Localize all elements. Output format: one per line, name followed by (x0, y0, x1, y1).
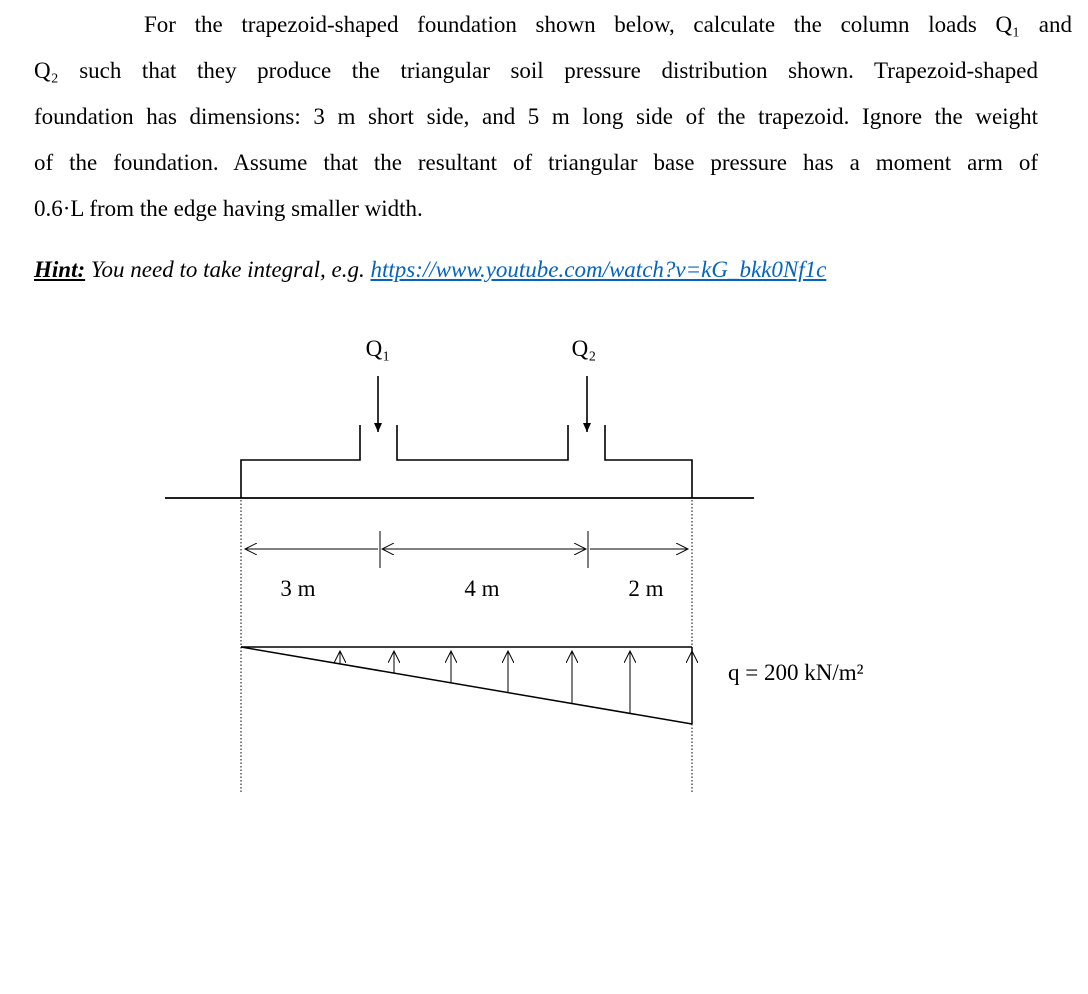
problem-line-1: For the trapezoid-shaped foundation shown below, calculate the column loads Q₁ and (144, 12, 1072, 37)
problem-line-2: Q₂ such that they produce the triangular soil pressure distribution shown. Trapezoid-shaped (34, 58, 1038, 83)
dimension-label-2m: 2 m (628, 576, 664, 601)
foundation-outline (241, 425, 692, 498)
hint-text: You need to take integral, e.g. (85, 257, 371, 282)
dimension-label-4m: 4 m (464, 576, 500, 601)
dimension-line (245, 531, 688, 568)
problem-line-4: of the foundation. Assume that the resultant of triangular base pressure has a moment arm of (34, 150, 1038, 175)
load-label-q1: Q₁ (365, 336, 391, 361)
pressure-label: q = 200 kN/m² (728, 660, 864, 685)
dimension-label-3m: 3 m (280, 576, 316, 601)
pressure-diagram (241, 647, 692, 724)
problem-line-5: 0.6·L from the edge having smaller width. (34, 196, 423, 221)
load-label-q2: Q₂ (571, 336, 597, 361)
hint-link[interactable]: https://www.youtube.com/watch?v=kG_bkk0Nf1c (370, 257, 827, 282)
hint-label: Hint: (34, 257, 86, 282)
problem-line-3: foundation has dimensions: 3 m short side, and 5 m long side of the trapezoid. Ignore the weight (34, 104, 1038, 129)
